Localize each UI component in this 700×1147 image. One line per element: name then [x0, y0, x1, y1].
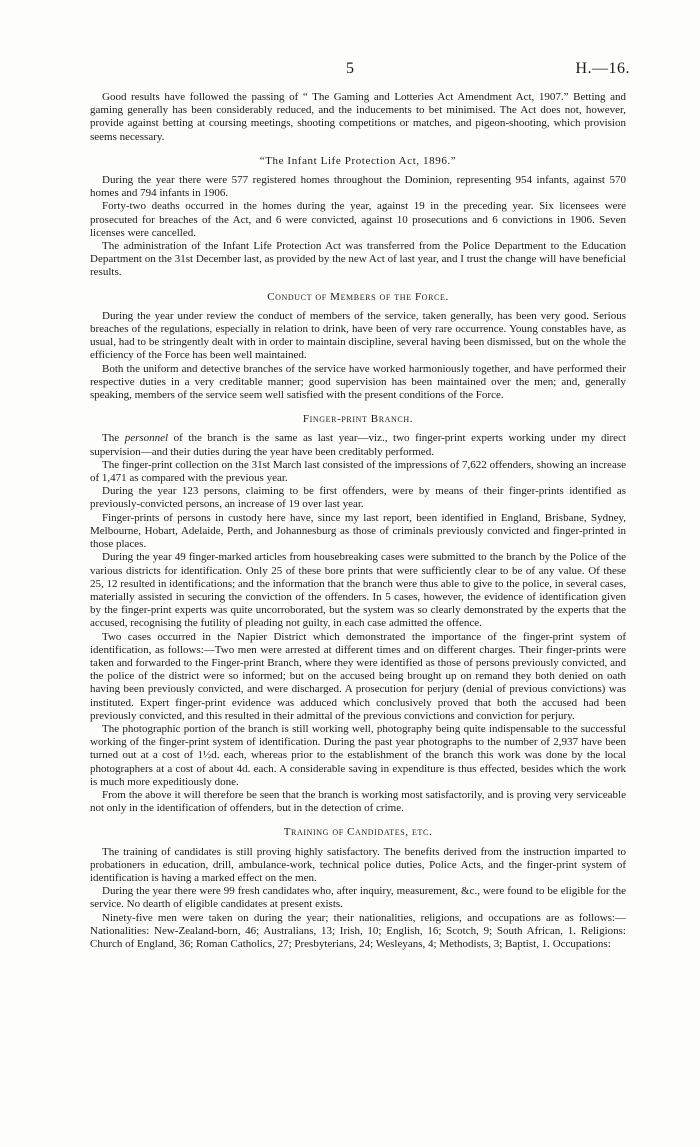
- finger-print-paragraph-3: During the year 123 persons, claiming to be first offenders, were by means of their finger-prints identified as previously-convicted persons, an increase of 19 over last year.: [90, 485, 626, 511]
- finger-print-italic-term: personnel: [124, 432, 169, 445]
- finger-print-lead: The: [102, 432, 125, 445]
- intro-paragraph: Good results have followed the passing of “ The Gaming and Lotteries Act Amendment Act, 1907.” Betting and gaming generally has been considerably reduced, and the inducements to bet minimised. The Act does not, however, provide against betting at coursing meetings, shooting competitions or matches, and pigeon-shooting, which provision seems necessary.: [90, 91, 626, 143]
- finger-print-heading: Finger-print Branch.: [302, 413, 414, 426]
- finger-print-paragraph-2: The finger-print collection on the 31st March last consisted of the impressions of 7,622 offenders, showing an increase of 1,471 as compared with the previous year.: [90, 458, 626, 485]
- page-number: 5: [346, 60, 354, 77]
- infant-life-heading: “The Infant Life Protection Act, 1896.”: [259, 154, 457, 167]
- training-paragraph-2: During the year there were 99 fresh candidates who, after inquiry, measurement, &c., were found to be eligible for the service. No dearth of eligible candidates at present exists.: [90, 885, 626, 911]
- document-body: [90, 91, 626, 951]
- finger-print-paragraph-8: From the above it will therefore be seen that the branch is working most satisfactorily, and is proving very serviceable not only in the identification of offenders, but in the detection of crime.: [90, 788, 626, 815]
- infant-life-paragraph-2: Forty-two deaths occurred in the homes during the year, against 19 in the preceding year. Six licensees were prosecuted for breaches of the Act, and 6 were convicted, against 10 prosecutions and 6 convictions in 1906. Seven licenses were cancelled.: [90, 200, 626, 239]
- training-heading: Training of Candidates, etc.: [283, 826, 433, 839]
- training-paragraph-1: The training of candidates is still proving highly satisfactory. The benefits derived from the instruction imparted to probationers in education, drill, ambulance-work, technical police duties, Police Acts, and the finger-print system of identification is having a marked effect on the men.: [90, 845, 626, 884]
- infant-life-paragraph-1: During the year there were 577 registered homes throughout the Dominion, representing 954 infants, against 570 homes and 794 infants in 1906.: [90, 174, 626, 200]
- conduct-paragraph-2: Both the uniform and detective branches of the service have worked harmoniously together, and have performed their respective duties in a very creditable manner; good supervision has been maintained over the men; and, generally speaking, members of the service seem well satisfied with the present conditions of the Force.: [90, 362, 626, 402]
- infant-life-paragraph-3: The administration of the Infant Life Protection Act was transferred from the Police Department to the Education Department on the 31st December last, as provided by the new Act of last year, and I trust the change will have beneficial results.: [90, 240, 626, 279]
- finger-print-rest: of the branch is the same as last year—viz., two finger-print experts working under my direct supervision—and their duties during the year have been creditably performed.: [90, 432, 627, 458]
- finger-print-paragraph-1: [90, 432, 626, 458]
- training-paragraph-3: Ninety-five men were taken on during the year; their nationalities, religions, and occupations are as follows:—Nationalities: New-Zealand-born, 46; Australians, 13; Irish, 10; English, 16; Scotch, 9; South African, 1. Religions: Church of England, 36; Roman Catholics, 27; Presbyterians, 24; Wesleyans, 4; Methodists, 3; Baptist, 1. Occupations:: [90, 911, 626, 950]
- finger-print-paragraph-4: Finger-prints of persons in custody here have, since my last report, been identified in England, Brisbane, Sydney, Melbourne, Hobart, Adelaide, Perth, and Johannesburg as those of criminals previously convicted and finger-printed in those places.: [90, 511, 626, 551]
- finger-print-paragraph-5: During the year 49 finger-marked articles from housebreaking cases were submitted to the branch by the Police of the various districts for identification. Only 25 of these bore prints that were sufficiently clear to be of any value. Of these 25, 12 resulted in identifications; and the information that the branch were thus able to give to the police, in several cases, materially assisted in securing the conviction of the offenders. In 5 cases, however, the evidence of identification given by the finger-print experts was quite uncorroborated, but the system was so clearly demonstrated by the experts that the accused, recognising the futility of pleading not guilty, in each case admitted the offence.: [90, 551, 626, 630]
- conduct-heading: Conduct of Members of the Force.: [267, 290, 449, 303]
- document-code: H.—16.: [575, 60, 630, 77]
- conduct-paragraph-1: During the year under review the conduct of members of the service, taken generally, has been very good. Serious breaches of the regulations, especially in relation to drink, have been of very rare occurrence. Young constables have, as usual, had to be stringently dealt with in order to maintain discipline, several having been dismissed, but on the whole the efficiency of the Force has been well maintained.: [90, 309, 626, 362]
- page-header: [0, 60, 700, 80]
- finger-print-paragraph-7: The photographic portion of the branch is still working well, photography being quite indispensable to the successful working of the finger-print system of identification. During the past year photographs to the number of 2,937 have been turned out at a cost of 1½d. each, whereas prior to the establishment of the branch this work was done by the local photographers at a cost of about 4d. each. A considerable saving in expenditure is thus effected, besides which the work is much more expeditiously done.: [90, 722, 626, 788]
- finger-print-paragraph-6: Two cases occurred in the Napier District which demonstrated the importance of the finger-print system of identification, as follows:—Two men were arrested at different times and on different charges. Their finger-prints were taken and forwarded to the Finger-print Branch, where they were identified as those of persons previously convicted, and the police of the district were so informed; but on the accused being brought up on remand they both denied on oath having been previously convicted, and were discharged. A prosecution for perjury (denial of previous convictions) was instituted. Expert finger-print evidence was adduced which conclusively proved that both the accused had been previously convicted, and this resulted in their admittal of the previous convictions and conviction for perjury.: [90, 630, 626, 722]
